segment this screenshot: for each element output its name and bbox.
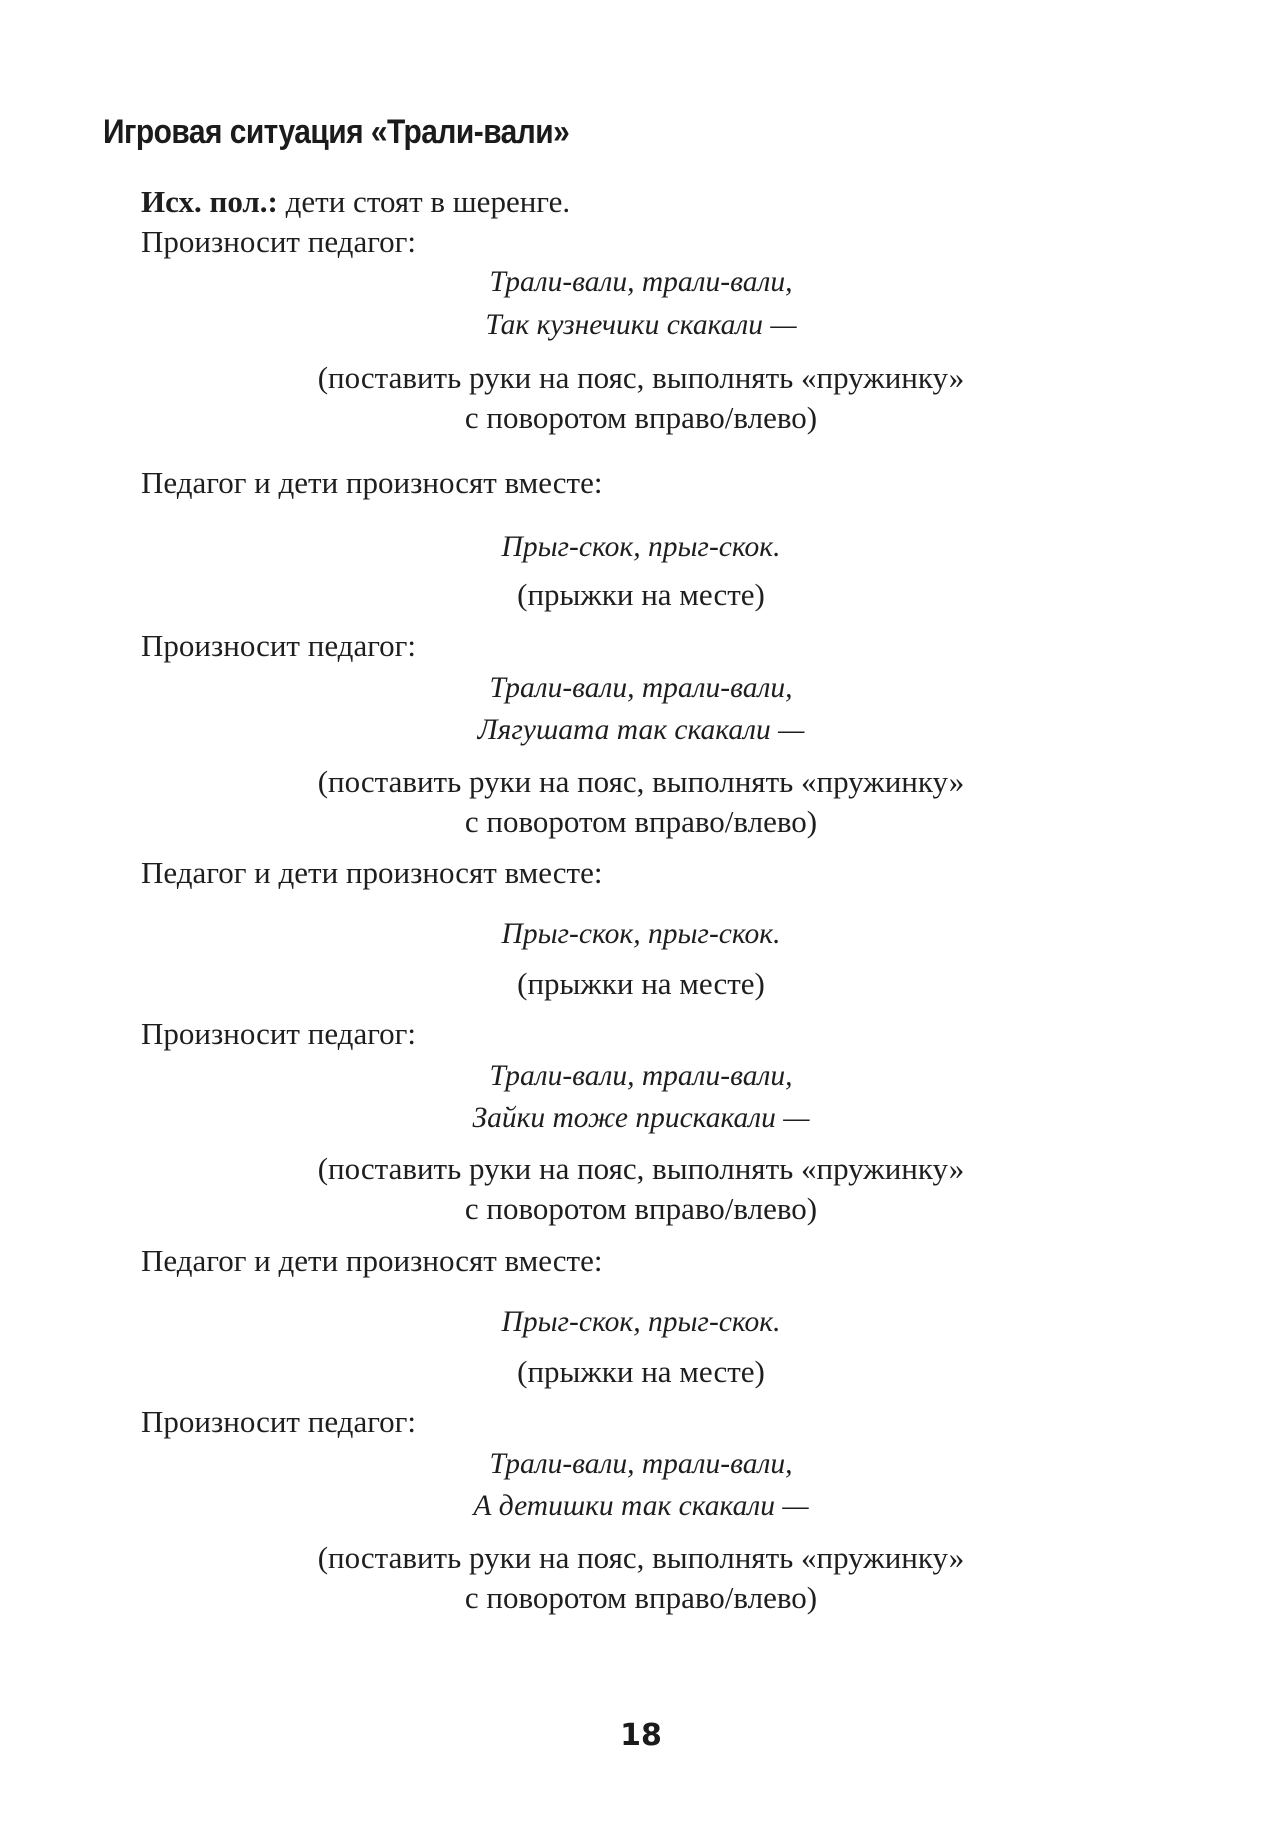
jump-instruction: (прыжки на месте) bbox=[517, 966, 765, 1001]
together-says-label: Педагог и дети произносят вместе: bbox=[141, 1243, 603, 1278]
verse-refrain: Трали-вали, трали-вали, bbox=[489, 1060, 793, 1092]
verse-line: Зайки тоже прискакали — bbox=[472, 1102, 810, 1134]
starting-position bbox=[141, 182, 570, 222]
section-title: Игровая ситуация «Трали-вали» bbox=[103, 113, 570, 151]
verse-line: Лягушата так скакали — bbox=[477, 714, 805, 746]
verse-line: Так кузнечики скакали — bbox=[485, 309, 797, 341]
together-says-label: Педагог и дети произносят вместе: bbox=[141, 855, 603, 890]
action-instruction-continued: с поворотом вправо/влево) bbox=[464, 804, 818, 839]
teacher-says-label: Произносит педагог: bbox=[141, 628, 416, 663]
jump-instruction: (прыжки на месте) bbox=[517, 1354, 765, 1389]
action-instruction: (поставить руки на пояс, выполнять «пружинку» bbox=[317, 764, 965, 799]
starting-position-label: Исх. пол.: bbox=[141, 184, 278, 219]
chant-words: Прыг-скок, прыг-скок. bbox=[501, 918, 781, 950]
action-instruction: (поставить руки на пояс, выполнять «пружинку» bbox=[317, 360, 965, 395]
verse-line: А детишки так скакали — bbox=[473, 1490, 809, 1522]
verse-refrain: Трали-вали, трали-вали, bbox=[489, 1448, 793, 1480]
action-instruction-continued: с поворотом вправо/влево) bbox=[464, 400, 818, 435]
starting-position-text: дети стоят в шеренге. bbox=[277, 184, 571, 219]
teacher-says-label: Произносит педагог: bbox=[141, 1016, 416, 1051]
together-says-label: Педагог и дети произносят вместе: bbox=[141, 465, 603, 500]
action-instruction: (поставить руки на пояс, выполнять «пружинку» bbox=[317, 1540, 965, 1575]
verse-refrain: Трали-вали, трали-вали, bbox=[489, 672, 793, 704]
action-instruction-continued: с поворотом вправо/влево) bbox=[464, 1191, 818, 1226]
action-instruction-continued: с поворотом вправо/влево) bbox=[464, 1580, 818, 1615]
page-number: 18 bbox=[620, 1718, 662, 1753]
teacher-says-label: Произносит педагог: bbox=[141, 1404, 416, 1439]
action-instruction: (поставить руки на пояс, выполнять «пружинку» bbox=[317, 1151, 965, 1186]
chant-words: Прыг-скок, прыг-скок. bbox=[501, 531, 781, 563]
teacher-says-label: Произносит педагог: bbox=[141, 224, 416, 259]
verse-refrain: Трали-вали, трали-вали, bbox=[489, 266, 793, 298]
jump-instruction: (прыжки на месте) bbox=[517, 577, 765, 612]
chant-words: Прыг-скок, прыг-скок. bbox=[501, 1306, 781, 1338]
